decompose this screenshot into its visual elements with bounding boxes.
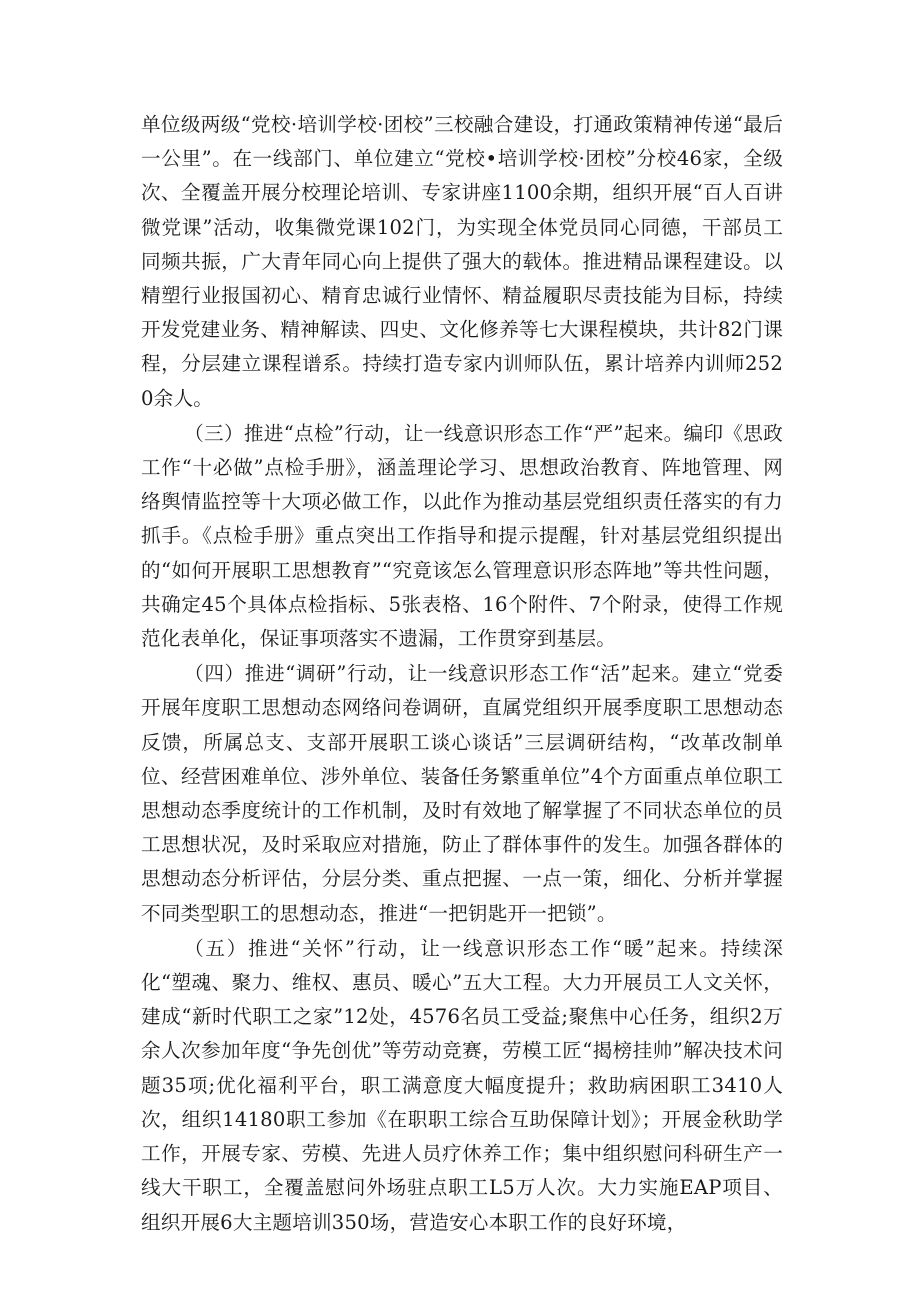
document-body [141,108,783,1240]
paragraph-continuation: 单位级两级“党校·培训学校·团校”三校融合建设，打通政策精神传递“最后一公里”。在一线部门、单位建立“党校•培训学校·团校”分校46家，全级次、全覆盖开展分校理论培训、专家讲座1100余期，组织开展“百人百讲微党课”活动，收集微党课102门，为实现全体党员同心同德，干部员工同频共振，广大青年同心向上提供了强大的载体。推进精品课程建设。以精塑行业报国初心、精育忠诚行业情怀、精益履职尽责技能为目标，持续开发党建业务、精神解读、四史、文化修养等七大课程模块，共计82门课程，分层建立课程谱系。持续打造专家内训师队伍，累计培养内训师2520余人。 [141,113,783,410]
paragraph-section-5: （五）推进“关怀”行动，让一线意识形态工作“暖”起来。持续深化“塑魂、聚力、维权、惠员、暖心”五大工程。大力开展员工人文关怀，建成“新时代职工之家”12处，4576名员工受益;聚焦中心任务，组织2万余人次参加年度“争先创优”等劳动竞赛，劳模工匠“揭榜挂帅”解决技术问题35项;优化福利平台，职工满意度大幅度提升；救助病困职工3410人次，组织14180职工参加《在职职工综合互助保障计划》；开展金秋助学工作，开展专家、劳模、先进人员疗休养工作；集中组织慰问科研生产一线大干职工，全覆盖慰问外场驻点职工L5万人次。大力实施EAP项目、组织开展6大主题培训350场，营造安心本职工作的良好环境， [141,936,783,1234]
paragraph-section-3: （三）推进“点检”行动，让一线意识形态工作“严”起来。编印《思政工作“十必做”点检手册》，涵盖理论学习、思想政治教育、阵地管理、网络舆情监控等十大项必做工作，以此作为推动基层党组织责任落实的有力抓手。《点检手册》重点突出工作指导和提示提醒，针对基层党组织提出的“如何开展职工思想教育”“究竟该怎么管理意识形态阵地”等共性问题，共确定45个具体点检指标、5张表格、16个附件、7个附录，使得工作规范化表单化，保证事项落实不遗漏，工作贯穿到基层。 [141,421,783,651]
paragraph-section-4: （四）推进“调研”行动，让一线意识形态工作“活”起来。建立“党委开展年度职工思想动态网络问卷调研，直属党组织开展季度职工思想动态反馈，所属总支、支部开展职工谈心谈话”三层调研结构，“改革改制单位、经营困难单位、涉外单位、装备任务繁重单位”4个方面重点单位职工思想动态季度统计的工作机制，及时有效地了解掌握了不同状态单位的员工思想状况，及时采取应对措施，防止了群体事件的发生。加强各群体的思想动态分析评估，分层分类、重点把握、一点一策，细化、分析并掌握不同类型职工的思想动态，推进“一把钥匙开一把锁”。 [141,662,783,925]
